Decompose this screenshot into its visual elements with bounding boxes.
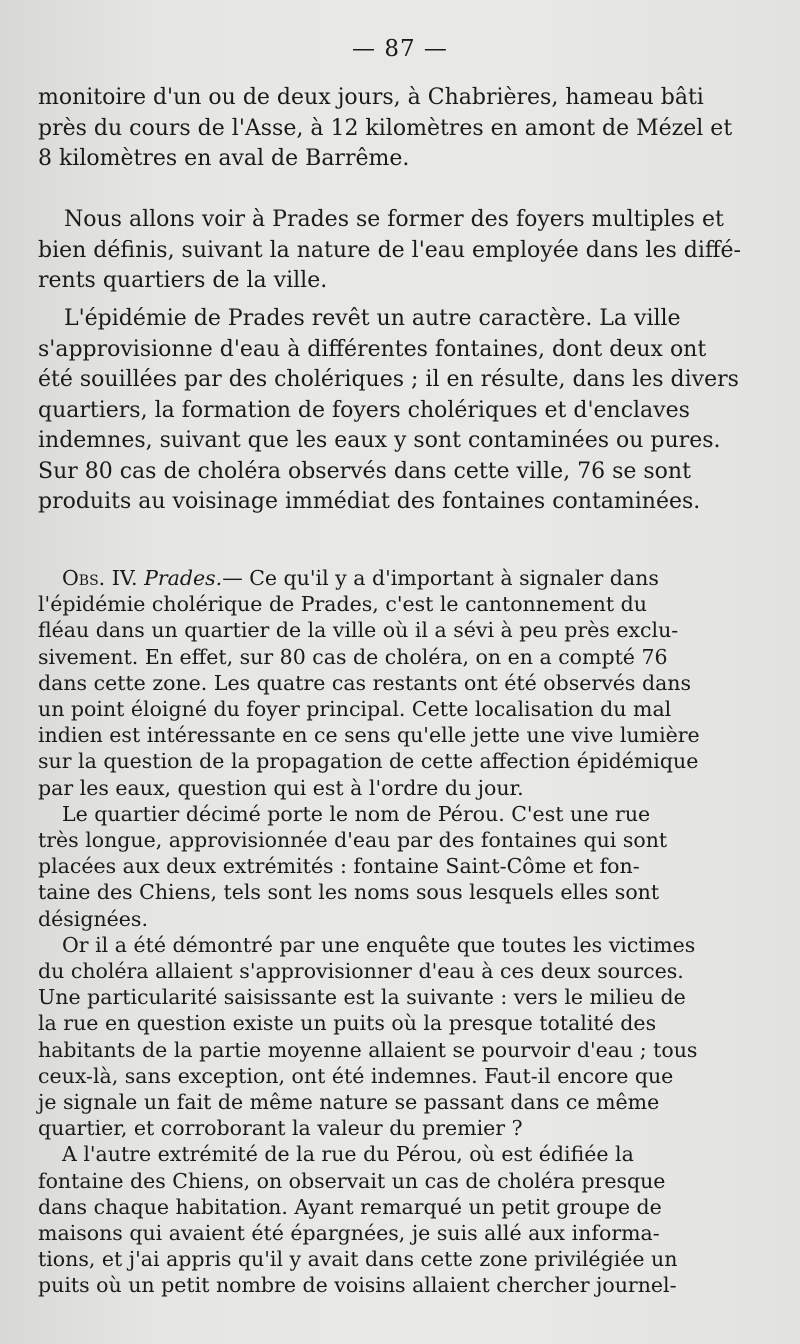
- paragraph-chiens: [38, 1141, 764, 1298]
- text-line: l'épidémie cholérique de Prades, c'est le cantonnement du: [38, 592, 647, 617]
- text-line: maisons qui avaient été épargnées, je suis allé aux informa-: [38, 1221, 660, 1246]
- text-line: s'approvisionne d'eau à différentes fontaines, dont deux ont: [38, 336, 707, 362]
- text-line: désignées.: [38, 906, 148, 931]
- paragraph-prades-intro: [38, 205, 764, 297]
- text-line: monitoire d'un ou de deux jours, à Chabrières, hameau bâti: [38, 85, 704, 110]
- text-line: sivement. En effet, sur 80 cas de choléra, on en a compté 76: [38, 644, 668, 669]
- text-line: été souillées par des cholériques ; il en résulte, dans les divers: [38, 367, 739, 392]
- text-line: très longue, approvisionnée d'eau par des fontaines qui sont: [38, 828, 668, 853]
- paragraph-continuation: [38, 83, 764, 175]
- paragraph-epidemic: [38, 304, 764, 518]
- text-line: du choléra allaient s'approvisionner d'eau à ces deux sources.: [38, 959, 684, 984]
- text-line: indemnes, suivant que les eaux y sont contaminées ou pures.: [38, 428, 721, 453]
- observation-heading-line: [38, 565, 764, 591]
- text-line: Sur 80 cas de choléra observés dans cette ville, 76 se sont: [38, 458, 691, 484]
- text-line: Nous allons voir à Prades se former des foyers multiples et: [64, 207, 724, 232]
- text-line: la rue en question existe un puits où la presque totalité des: [38, 1011, 657, 1036]
- text-line: fontaine des Chiens, on observait un cas de choléra presque: [38, 1168, 666, 1193]
- observation-section: [38, 565, 764, 1299]
- observation-place: Prades.: [144, 566, 223, 590]
- text-line: sur la question de la propagation de cette affection épidémique: [38, 749, 699, 774]
- text-line: je signale un fait de même nature se passant dans ce même: [38, 1090, 660, 1115]
- text-line: par les eaux, question qui est à l'ordre du jour.: [38, 775, 524, 800]
- text-line: 8 kilomètres en aval de Barrême.: [38, 146, 410, 171]
- text-line: placées aux deux extrémités : fontaine Saint-Côme et fon-: [38, 854, 640, 879]
- text-line: tions, et j'ai appris qu'il y avait dans cette zone privilégiée un: [38, 1247, 678, 1272]
- text-line: indien est intéressante en ce sens qu'elle jette une vive lumière: [38, 723, 700, 748]
- text-line: dans chaque habitation. Ayant remarqué un petit groupe de: [38, 1194, 662, 1219]
- text-line: Une particularité saisissante est la suivante : vers le milieu de: [38, 985, 686, 1010]
- observation-label: Obs. IV.: [62, 566, 138, 590]
- text-line: bien définis, suivant la nature de l'eau employée dans les diffé-: [38, 237, 741, 263]
- text-line: produits au voisinage immédiat des fontaines contaminées.: [38, 489, 701, 514]
- text-line: A l'autre extrémité de la rue du Pérou, où est édifiée la: [62, 1142, 634, 1167]
- text-line: — Ce qu'il y a d'important à signaler dans: [222, 566, 659, 590]
- text-line: Or il a été démontré par une enquête que toutes les victimes: [62, 932, 696, 957]
- text-line: taine des Chiens, tels sont les noms sous lesquels elles sont: [38, 880, 660, 905]
- text-line: ceux-là, sans exception, ont été indemnes. Faut-il encore que: [38, 1063, 674, 1088]
- text-line: quartiers, la formation de foyers cholériques et d'enclaves: [38, 397, 690, 423]
- text-line: L'épidémie de Prades revêt un autre caractère. La ville: [64, 306, 681, 331]
- text-line: habitants de la partie moyenne allaient se pourvoir d'eau ; tous: [38, 1037, 698, 1062]
- paragraph-perou: [38, 801, 764, 932]
- text-line: puits où un petit nombre de voisins allaient chercher journel-: [38, 1273, 677, 1298]
- text-line: rents quartiers de la ville.: [38, 268, 328, 293]
- text-line: quartier, et corroborant la valeur du premier ?: [38, 1116, 523, 1141]
- paragraph-enquete: [38, 932, 764, 1142]
- text-line: un point éloigné du foyer principal. Cette localisation du mal: [38, 697, 672, 722]
- text-line: dans cette zone. Les quatre cas restants ont été observés dans: [38, 670, 692, 695]
- text-line: Le quartier décimé porte le nom de Pérou. C'est une rue: [62, 801, 651, 826]
- text-line: fléau dans un quartier de la ville où il a sévi à peu près exclu-: [38, 618, 679, 643]
- text-line: près du cours de l'Asse, à 12 kilomètres en amont de Mézel et: [38, 115, 733, 141]
- page-number: — 87 —: [352, 36, 448, 62]
